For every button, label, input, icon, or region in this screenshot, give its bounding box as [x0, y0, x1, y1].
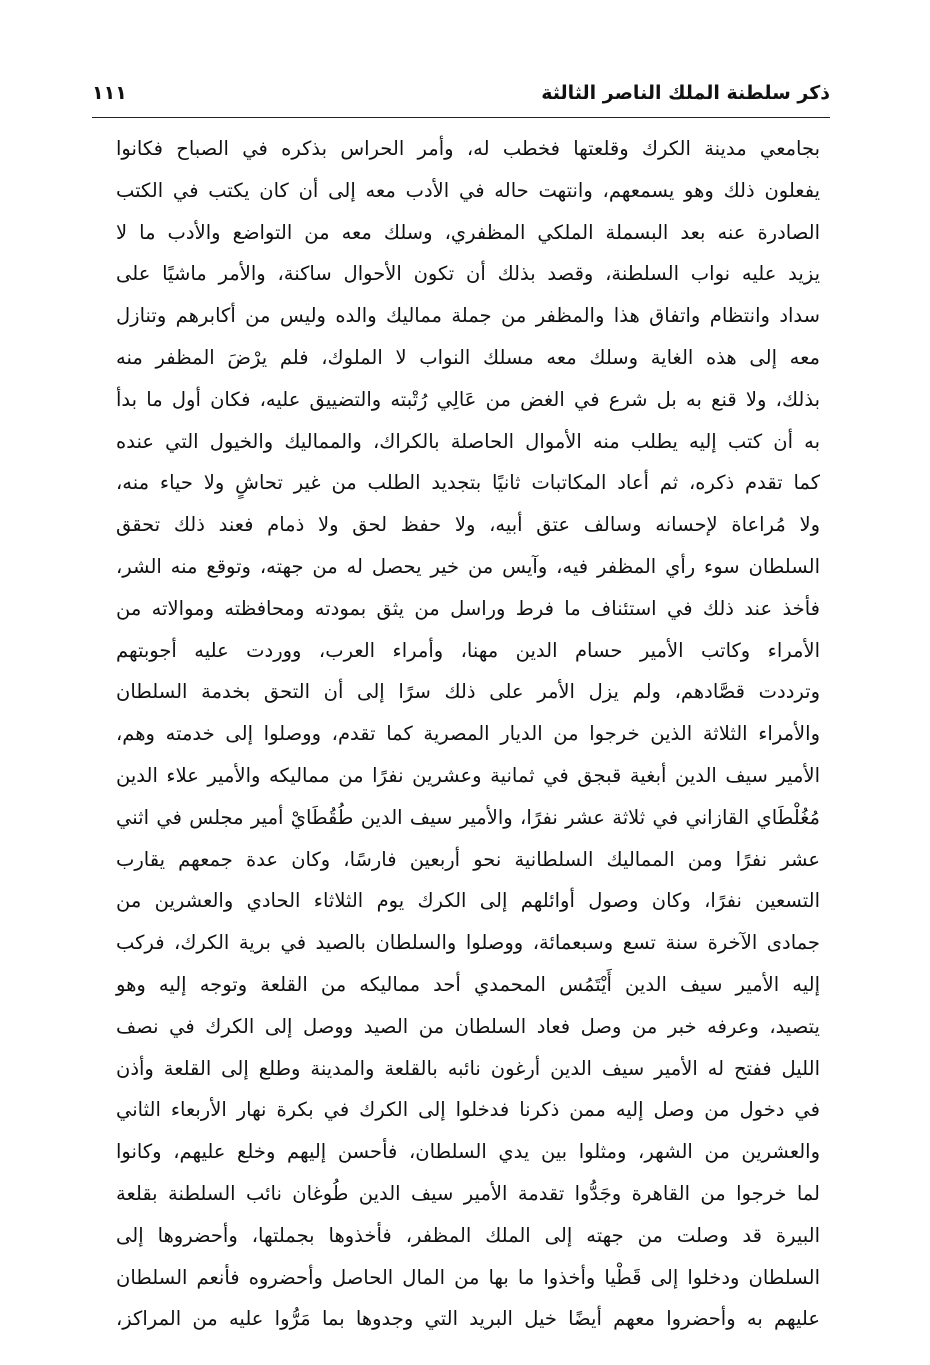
text-line: الأمراء وكاتب الأمير حسام الدين مهنا، وأمراء العرب، ووردت عليه أجوبتهم [116, 638, 820, 662]
text-line: السلطان سوء رأي المظفر فيه، وآيس من خير يحصل له من جهته، وتوقع منه الشر، [116, 554, 820, 578]
text-line: يفعلون ذلك وهو يسمعهم، وانتهت حاله في الأدب معه إلى أن كان يكتب في الكتب [116, 178, 820, 202]
text-line: فأخذ عند ذلك في استئناف ما فرط وراسل من يثق بمودته ومحافظته وموالاته من [116, 596, 820, 620]
text-line: يتصيد، وعرفه خبر من وصل فعاد السلطان من الصيد ووصل إلى الكرك في نصف [116, 1014, 820, 1038]
text-line: ولا مُراعاة لإحسانه وسالف عتق أبيه، ولا حفظ لحق ولا ذمام فعند ذلك تحقق [116, 513, 820, 537]
text-line: عشر نفرًا ومن المماليك السلطانية نحو أربعين فارسًا، وكان عدة جمعهم يقارب [116, 847, 820, 871]
text-line: كما تقدم ذكره، ثم أعاد المكاتبات ثانيًا بتجديد الطلب من غير تحاشٍ ولا حياء منه، [116, 471, 820, 495]
text-line: يزيد عليه نواب السلطنة، وقصد بذلك أن تكون الأحوال ساكنة، والأمر ماشيًا على [116, 262, 820, 286]
text-line: التسعين نفرًا، وكان وصول أوائلهم إلى الكرك يوم الثلاثاء الحادي والعشرين من [116, 889, 820, 913]
text-line: به أن كتب إليه يطلب منه الأموال الحاصلة بالكراك، والمماليك والخيول التي عنده [116, 429, 820, 453]
text-line: بجامعي مدينة الكرك وقلعتها فخطب له، وأمر الحراس بذكره في الصباح فكانوا [116, 137, 820, 160]
text-line: الليل ففتح له الأمير سيف الدين أرغون نائبه بالقلعة والمدينة وطلع إلى القلعة وأذن [116, 1056, 820, 1080]
text-line: الأمير سيف الدين أبغية قبجق في ثمانية وعشرين نفرًا من مماليكه والأمير علاء الدين [116, 763, 820, 787]
text-line: والأمراء الثلاثة الذين خرجوا من الديار المصرية كما تقدم، ووصلوا إلى خدمته وهم، [116, 722, 820, 746]
text-line: والعشرين من الشهر، ومثلوا بين يدي السلطان، فأحسن إليهم وخلع عليهم، وكانوا [116, 1140, 820, 1164]
text-line: في دخول من وصل إليه ممن ذكرنا فدخلوا إلى الكرك في بكرة نهار الأربعاء الثاني [116, 1098, 820, 1122]
page-number: ١١١ [92, 82, 127, 104]
text-line: بذلك، ولا قنع به بل شرع في الغض من عَالِي رُتْبته والتضييق عليه، فكان أول ما بدأ [116, 387, 820, 411]
text-line: الصادرة عنه بعد البسملة الملكي المظفري، وسلك معه من التواضع والأدب ما لا [116, 220, 820, 244]
text-line: إليه الأمير سيف الدين أَيْتَمُس المحمدي أحد مماليكه من القلعة وتوجه إليه وهو [116, 972, 820, 996]
header-rule [92, 117, 830, 118]
text-line: البيرة قد وصلت من جهته إلى الملك المظفر، فأخذوها بجملتها، وأحضروها إلى [116, 1223, 820, 1247]
text-line: عليهم به وأحضروا معهم أيضًا خيل البريد التي وجدوها بما مَرُّوا عليه من المراكز، [116, 1307, 820, 1331]
text-line: سداد وانتظام واتفاق هذا والمظفر من جملة مماليك والده وليس من أكابرهم وتنازل [116, 304, 820, 328]
text-line: السلطان ودخلوا إلى قَطْيا وأخذوا ما بها من المال الحاصل وأحضروه فأنعم السلطان [116, 1265, 820, 1289]
text-line: لما خرجوا من القاهرة وجَدُّوا تقدمة الأمير سيف الدين طُوغان نائب السلطنة بقلعة [116, 1181, 820, 1205]
body-text [116, 128, 820, 1340]
text-line: جمادى الآخرة سنة تسع وسبعمائة، ووصلوا والسلطان بالصيد في برية الكرك، فركب [116, 931, 820, 955]
text-line: وترددت قصَّادهم، ولم يزل الأمر على ذلك سرًا إلى أن التحق بخدمة السلطان [116, 680, 820, 704]
text-line: مُغُلْطَاي القازاني في ثلاثة عشر نفرًا، والأمير سيف الدين طُقُطَايْ أمير مجلس في اثني [116, 805, 820, 829]
page-header [92, 78, 830, 112]
text-line: معه إلى هذه الغاية وسلك معه مسلك النواب لا الملوك، فلم يرْضَ المظفر منه [116, 345, 820, 369]
running-title: ذكر سلطنة الملك الناصر الثالثة [541, 82, 830, 104]
